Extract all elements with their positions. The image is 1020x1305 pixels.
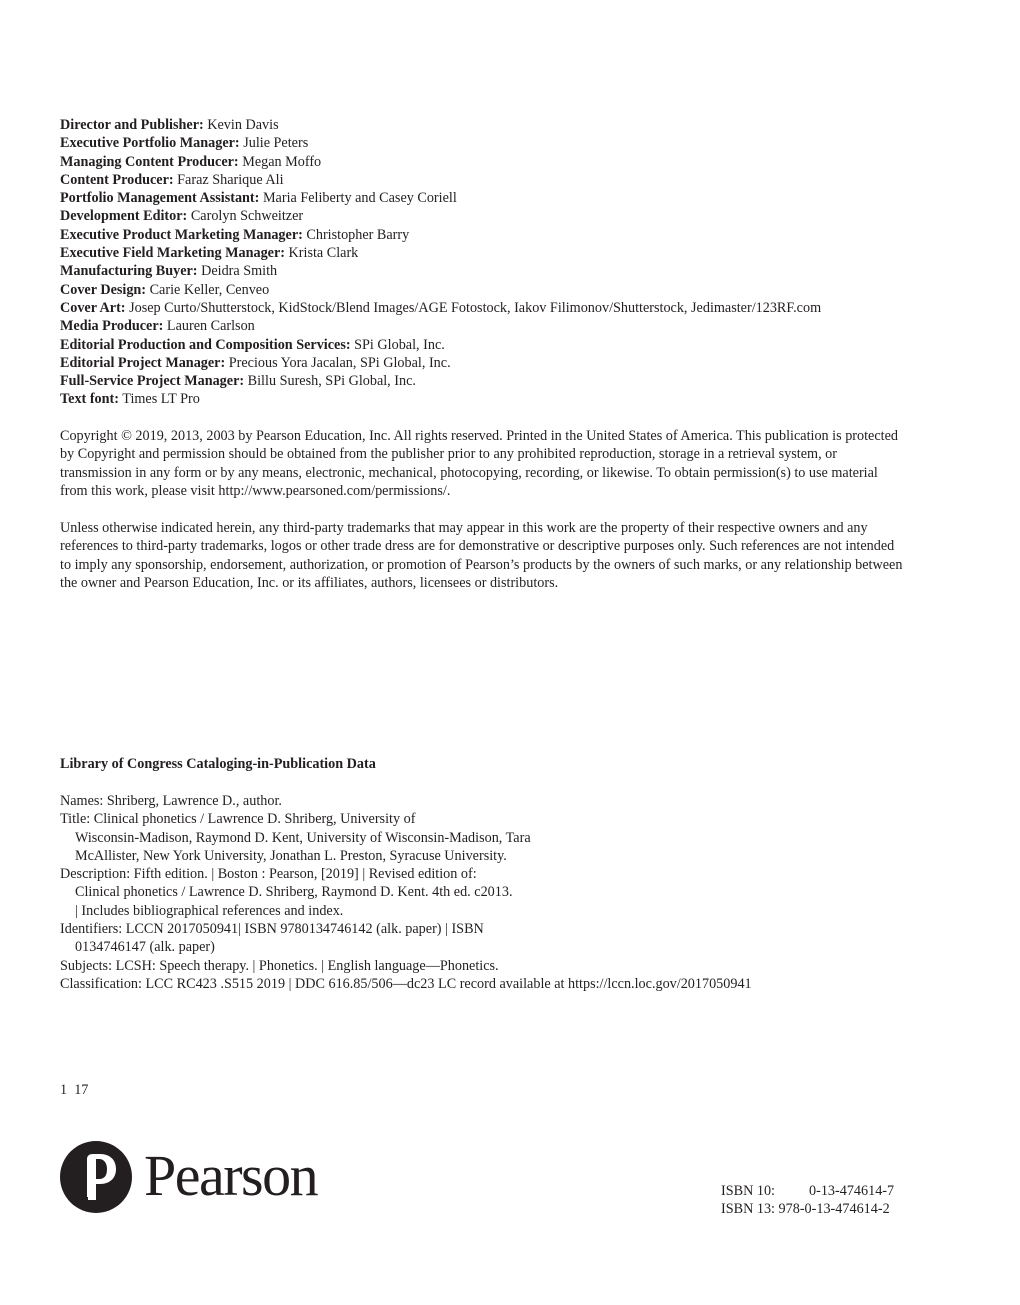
credit-line: Development Editor: Carolyn Schweitzer [60,208,304,225]
credit-line: Editorial Project Manager: Precious Yora Jacalan, SPi Global, Inc. [60,354,451,371]
credit-line: Content Producer: Faraz Sharique Ali [60,171,284,188]
credit-line: Executive Product Marketing Manager: Christopher Barry [60,226,410,243]
cip-line: | Includes bibliographical references and index. [75,902,344,919]
trademark-notice: Unless otherwise indicated herein, any third-party trademarks that may appear in this work are the property of their respective owners and any references to third-party trademarks, logos or other trade dress are for demonstrative or descriptive purposes only. Such references are not intended to imply any sponsorship, endorsement, authorization, or promotion of Pearson’s products by the owners of such marks, or any relationship between the owner and Pearson Education, Inc. or its affiliates, authors, licensees or distributors. [60,520,903,591]
cip-line: Clinical phonetics / Lawrence D. Shriberg, Raymond D. Kent. 4th ed. c2013. [75,884,513,901]
cip-line: Title: Clinical phonetics / Lawrence D. Shriberg, University of [60,811,416,828]
credit-line: Media Producer: Lauren Carlson [60,318,255,335]
pearson-wordmark: Pearson [144,1143,318,1208]
cip-line: Description: Fifth edition. | Boston : Pearson, [2019] | Revised edition of: [60,866,477,883]
credits-list [60,116,905,409]
pearson-logo [60,1137,330,1219]
cip-data [60,792,905,993]
isbn-13: ISBN 13: 978-0-13-474614-2 [721,1201,890,1218]
cip-heading: Library of Congress Cataloging-in-Publication Data [60,756,376,772]
isbn-block [721,1182,921,1219]
credit-line: Full-Service Project Manager: Billu Suresh, SPi Global, Inc. [60,373,416,390]
cip-line: Wisconsin-Madison, Raymond D. Kent, University of Wisconsin-Madison, Tara [75,829,531,846]
print-line: 1 17 [60,1082,89,1098]
credit-line: Manufacturing Buyer: Deidra Smith [60,263,278,280]
credit-line: Director and Publisher: Kevin Davis [60,117,279,133]
copyright-notice: Copyright © 2019, 2013, 2003 by Pearson Education, Inc. All rights reserved. Printed in the United States of America. This publication is protected by Copyright and permission should be obtained from the publisher prior to any prohibited reproduction, storage in a retrieval system, or transmission in any form or by any means, electronic, mechanical, photocopying, recording, or likewise. To obtain permission(s) to use material from this work, please visit http://www.pearsoned.com/permissions/. [60,428,898,499]
credit-line: Portfolio Management Assistant: Maria Feliberty and Casey Coriell [60,190,457,207]
cip-line: 0134746147 (alk. paper) [75,939,215,956]
cip-line: Names: Shriberg, Lawrence D., author. [60,793,282,809]
credit-line: Editorial Production and Composition Services: SPi Global, Inc. [60,336,445,353]
credit-line: Cover Art: Josep Curto/Shutterstock, KidStock/Blend Images/AGE Fotostock, Iakov Filimonov/Shutterstock, Jedimaster/123RF.com [60,299,822,316]
credit-line: Text font: Times LT Pro [60,391,200,408]
cip-line: Identifiers: LCCN 2017050941| ISBN 9780134746142 (alk. paper) | ISBN [60,921,484,938]
cip-line: Classification: LCC RC423 .S515 2019 | DDC 616.85/506—dc23 LC record available at https://lccn.loc.gov/2017050941 [60,975,752,992]
credit-line: Executive Field Marketing Manager: Krista Clark [60,245,359,262]
credit-line: Cover Design: Carie Keller, Cenveo [60,281,270,298]
cip-line: Subjects: LCSH: Speech therapy. | Phonetics. | English language—Phonetics. [60,957,499,974]
credit-line: Executive Portfolio Manager: Julie Peters [60,135,309,152]
credit-line: Managing Content Producer: Megan Moffo [60,153,322,170]
isbn-10: ISBN 10: 0-13-474614-7 [721,1183,895,1199]
pearson-p-icon [60,1137,132,1217]
cip-line: McAllister, New York University, Jonathan L. Preston, Syracuse University. [75,847,507,864]
